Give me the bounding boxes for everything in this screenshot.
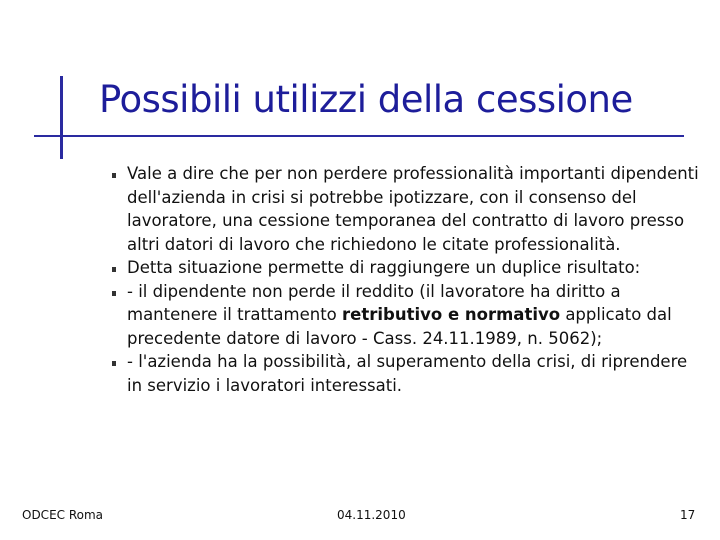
bullet-text: Vale a dire che per non perdere professionalità importanti dipendenti dell'azienda in crisi si potrebbe ipotizzare, con il consenso del lavoratore, una cessione temporanea del contratto di lavoro presso altri datori di lavoro che richiedono le citate professionalità. xyxy=(127,164,699,254)
bullet-marker-icon xyxy=(112,361,116,366)
bullet-marker-icon xyxy=(112,267,116,272)
bullet-list xyxy=(112,162,702,397)
bullet-text-before: - il dipendente non perde il reddito (il lavoratore ha diritto a mantenere il trattamento xyxy=(127,281,621,324)
slide-title: Possibili utilizzi della cessione xyxy=(99,78,633,121)
bullet-item xyxy=(112,256,702,280)
bullet-text-after: applicato dal precedente datore di lavoro - Cass. 24.11.1989, n. 5062); xyxy=(127,305,672,348)
footer-organization: ODCEC Roma xyxy=(22,508,104,522)
bullet-item xyxy=(112,162,702,256)
bullet-marker-icon xyxy=(112,291,116,296)
page-number: 17 xyxy=(680,508,696,522)
bullet-text-bold: retributivo e normativo xyxy=(342,305,561,324)
bullet-item xyxy=(112,280,702,351)
bullet-marker-icon xyxy=(112,173,116,178)
decorative-horizontal-line xyxy=(34,135,684,137)
footer-date: 04.11.2010 xyxy=(337,508,406,522)
decorative-vertical-line xyxy=(60,76,63,159)
bullet-text: - l'azienda ha la possibilità, al superamento della crisi, di riprendere in servizio i lavoratori interessati. xyxy=(127,352,688,395)
bullet-item xyxy=(112,350,702,397)
bullet-text: Detta situazione permette di raggiungere un duplice risultato: xyxy=(127,258,641,277)
